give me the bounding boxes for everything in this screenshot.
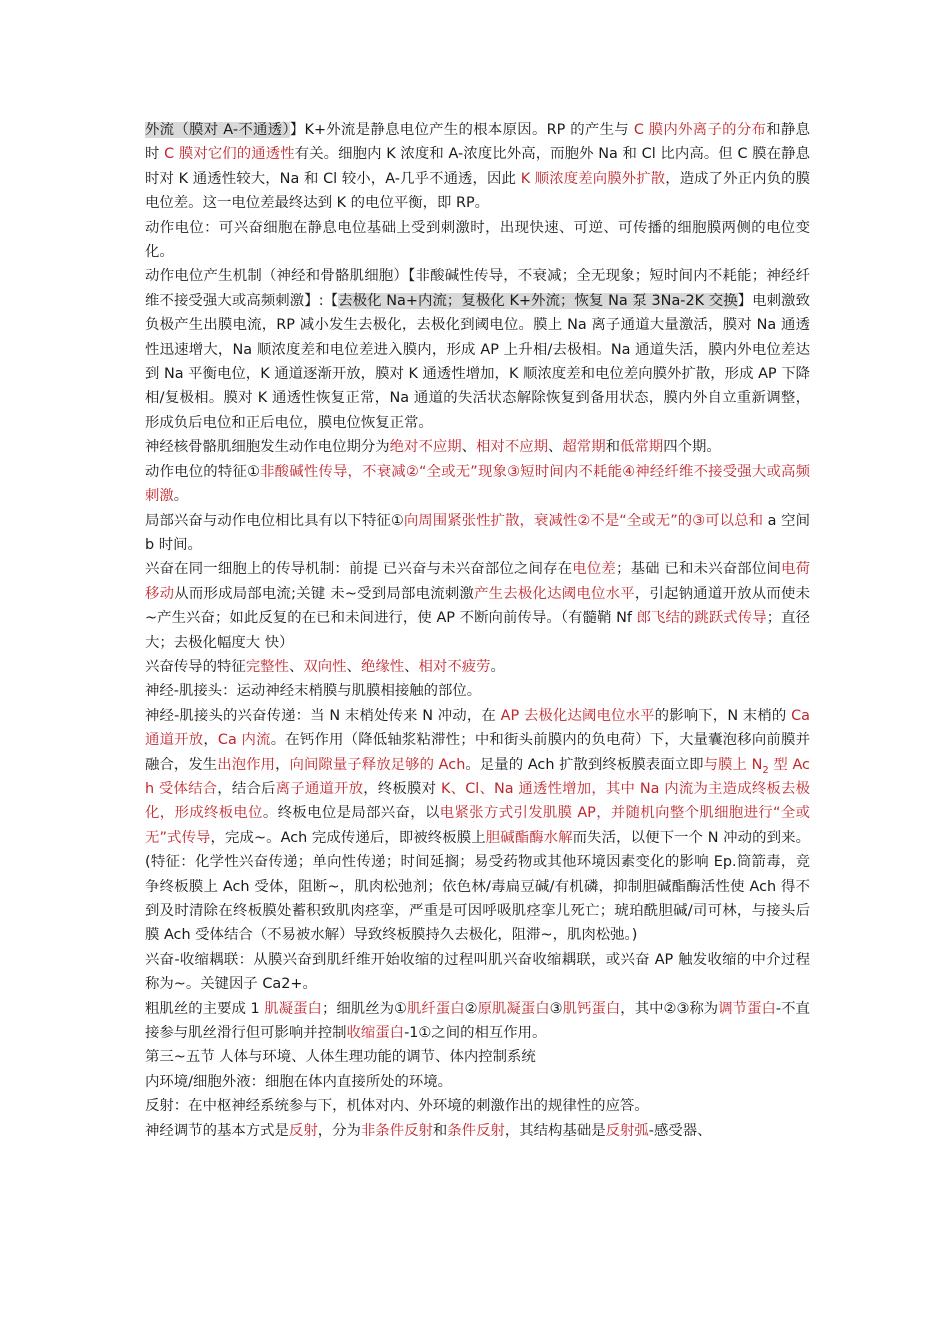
text-run: 。足量的 Ach 扩散到终板膜表面立即 <box>465 756 704 773</box>
text-run: 从而形成局部电流;关键 未~受到局部电流刺激 <box>174 585 475 602</box>
text-run: 反射：在中枢神经系统参与下，机体对内、外环境的刺激作出的规律性的应答。 <box>145 1098 649 1115</box>
text-run: 。终板电位是局部兴奋，以 <box>262 805 440 822</box>
text-run: ，其中②③称为 <box>620 1000 719 1017</box>
highlighted-term: 超常期 <box>562 439 606 456</box>
text-run: 内环境/细胞外液：细胞在体内直接所处的环境。 <box>145 1073 453 1090</box>
text-run: 动作电位：可兴奋细胞在静息电位基础上受到刺激时，出现快速、可逆、可传播的细胞膜两侧的电位变化。 <box>145 219 810 261</box>
paragraph <box>145 460 810 509</box>
highlighted-term: 非酸碱性传导，不衰减②“全或无”现象③短时间内不耗能④神经纤维不接受强大或高频刺激 <box>145 463 810 505</box>
text-run: ② <box>464 1000 478 1017</box>
highlighted-term: 双向性 <box>303 658 347 675</box>
text-run: ；直径大；去极化幅度大 快） <box>145 610 810 651</box>
highlighted-term: 反射 <box>288 1122 318 1139</box>
highlighted-term: 出泡作用 <box>217 756 276 773</box>
text-run: 有关。细胞内 K 浓度和 A-浓度比外高，而胞外 Na 和 Cl 比内高。但 C 膜在静息时对 K 通透性较大，Na 和 Cl 较小，A-几乎不通透，因此 <box>145 146 810 187</box>
highlighted-term: K 顺浓度差向膜外扩散 <box>520 170 666 187</box>
paragraph <box>145 1070 810 1094</box>
paragraph <box>145 216 810 265</box>
text-run: 的影响下，N 末梢的 <box>654 707 792 724</box>
paragraph <box>145 509 810 558</box>
highlighted-term: 肌纤蛋白 <box>406 1000 465 1017</box>
text-run: 动作电位产生机制（神经和骨骼肌细胞）【非酸碱性传导，不衰减；全无现象；短时间内不耗能；神经纤维不接受强大或高频刺激】:【 <box>145 268 810 309</box>
text-run: 。在钙作用（降低轴浆粘滞性；中和街头前膜内的负电荷）下，大量囊泡移向前膜并融合，发生 <box>145 732 810 773</box>
text-run: 和静息时 <box>145 122 810 163</box>
text-run: 神经调节的基本方式是 <box>145 1122 289 1139</box>
highlighted-term: 相对不疲劳 <box>418 658 491 675</box>
text-run: 神经-肌接头：运动神经末梢膜与肌膜相接触的部位。 <box>145 683 482 700</box>
shaded-text: 外流（膜对 A-不通透） <box>145 122 290 138</box>
text-run: ， <box>275 756 290 773</box>
highlighted-term: 绝对不应期 <box>389 439 462 456</box>
highlighted-term: 调节蛋白 <box>718 1000 776 1017</box>
highlighted-term: 低常期 <box>620 439 664 456</box>
text-run: 神经核骨骼肌细胞发生动作电位期分为 <box>145 439 390 456</box>
text-run: 而失活，以便下一个 N 冲动的到来。(特征：化学性兴奋传递；单向性传递；时间延搁；易受药物或其他环境因素变化的影响 Ep.筒箭毒，竞争终板膜上 Ach 受体，阻断~，肌肉松弛剂；依色林/毒扁豆碱/有机磷，抑制胆碱酯酶活性使 Ach 得不到及时清除在终板膜处蓄积致肌肉痉挛，严重是可因呼吸肌痉挛儿死亡；琥珀酰胆碱/司可林，与接头后膜 Ach 受体结合（不易被水解）导致终板膜持久去极化，阻滞~，肌肉松弛。) <box>145 829 810 944</box>
text-run: ，完成~。Ach 完成传递后，即被终板膜上 <box>210 829 486 846</box>
highlighted-term: 2 <box>762 764 769 776</box>
text-run: -不直接参与肌丝滑行但可影响并控制 <box>145 1000 810 1042</box>
highlighted-term: 与膜上 N <box>703 756 763 773</box>
text-run: 四个期。 <box>663 439 721 456</box>
text-run: 、 <box>461 439 477 456</box>
text-run: a 空间 b 时间。 <box>145 512 810 553</box>
highlighted-term: 电位差 <box>572 561 616 578</box>
paragraph <box>145 704 810 948</box>
text-run: 、 <box>288 658 304 675</box>
text-run: 兴奋传导的特征 <box>145 658 246 675</box>
text-run: ， <box>203 732 218 749</box>
highlighted-term: 反射弧 <box>605 1122 649 1139</box>
highlighted-term: C 膜内外离子的分布 <box>633 122 767 138</box>
paragraph <box>145 118 810 216</box>
paragraph <box>145 679 810 703</box>
highlighted-term: 非条件反射 <box>360 1122 433 1139</box>
highlighted-term: 型 Ach 受体结合 <box>145 756 810 797</box>
highlighted-term: 胆碱酯酶水解 <box>485 829 573 846</box>
paragraph <box>145 655 810 679</box>
highlighted-term: 条件反射 <box>447 1122 505 1139</box>
text-run: ，造成了外正内负的膜电位差。这一电位差最终达到 K 的电位平衡，即 RP。 <box>145 170 810 212</box>
paragraph <box>145 557 810 655</box>
highlighted-term: 原肌凝蛋白 <box>477 1000 550 1017</box>
paragraph <box>145 1119 810 1143</box>
text-run: ；基础 已和未兴奋部位间 <box>616 561 782 578</box>
paragraph <box>145 1094 810 1118</box>
text-run: 动作电位的特征① <box>145 463 261 480</box>
text-run: 、 <box>548 439 563 456</box>
text-run: -感受器、 <box>648 1122 712 1139</box>
text-run: ，终板膜对 <box>363 780 441 797</box>
highlighted-term: AP 去极化达阈电位水平 <box>500 707 655 724</box>
text-run: 粗肌丝的主要成 1 <box>145 1000 265 1017</box>
highlighted-term: 完整性 <box>245 658 289 675</box>
highlighted-term: 电紧张方式引发肌膜 AP，并随机向整个肌细胞进行“全或无”式传导 <box>145 805 810 846</box>
highlighted-term: 产生去极化达阈电位水平 <box>474 585 635 602</box>
highlighted-term: 向周围紧张性扩散，衰减性②不是“全或无”的③可以总和 <box>403 512 764 529</box>
text-run: 和 <box>605 439 620 456</box>
paragraph <box>145 435 810 459</box>
text-run: ，其结构基础是 <box>504 1122 606 1139</box>
text-run: 、 <box>404 658 419 675</box>
highlighted-term: 收缩蛋白 <box>346 1025 405 1042</box>
highlighted-term: 肌凝蛋白 <box>264 1000 322 1017</box>
highlighted-term: C 膜对它们的通透性 <box>164 146 295 163</box>
text-run: 】K+外流是静息电位产生的根本原因。RP 的产生与 <box>289 122 634 138</box>
highlighted-term: Ca 内流 <box>217 732 271 749</box>
text-run: 神经-肌接头的兴奋传递：当 N 末梢处传来 N 冲动，在 <box>145 707 501 724</box>
document-body <box>145 118 810 1143</box>
highlighted-term: 向间隙量子释放足够的 Ach <box>289 756 466 773</box>
paragraph <box>145 1045 810 1069</box>
paragraph <box>145 948 810 997</box>
text-run: -1①之间的相互作用。 <box>404 1025 547 1042</box>
highlighted-term: 离子通道开放 <box>275 780 364 797</box>
text-run: ，结合后 <box>217 780 276 797</box>
highlighted-term: 相对不应期 <box>476 439 548 456</box>
paragraph <box>145 264 810 435</box>
shaded-text: 去极化 Na+内流；复极化 K+外流；恢复 Na 泵 3Na-2K 交换 <box>338 292 738 309</box>
highlighted-term: 绝缘性 <box>360 658 405 675</box>
text-run: 兴奋在同一细胞上的传导机制：前提 已兴奋与未兴奋部位之间存在 <box>145 561 573 578</box>
text-run: ，引起钠通道开放从而使未~产生兴奋；如此反复的在已和未间进行，使 AP 不断向前传导。（有髓鞘 Nf <box>145 585 810 627</box>
text-run: 局部兴奋与动作电位相比具有以下特征① <box>145 512 404 529</box>
text-run: 和 <box>432 1122 448 1139</box>
text-run: ③ <box>549 1000 563 1017</box>
text-run: 第三~五节 人体与环境、人体生理功能的调节、体内控制系统 <box>145 1049 536 1066</box>
text-run: ；细肌丝为① <box>321 1000 407 1017</box>
text-run: ，分为 <box>317 1122 361 1139</box>
text-run: 。 <box>490 658 505 675</box>
highlighted-term: 电荷移动 <box>145 561 810 602</box>
highlighted-term: Ca 通道开放 <box>145 707 810 749</box>
text-run: 、 <box>346 658 361 675</box>
text-run: 兴奋-收缩耦联：从膜兴奋到肌纤维开始收缩的过程叫肌兴奋收缩耦联，或兴奋 AP 触发收缩的中介过程称为~。关键因子 Ca2+。 <box>145 951 810 993</box>
highlighted-term: K、Cl、Na 通透性增加，其中 Na 内流为主造成终板去极化，形成终板电位 <box>145 780 810 822</box>
paragraph <box>145 997 810 1046</box>
text-run: 】电刺激致负极产生出膜电流，RP 减小发生去极化，去极化到阈电位。膜上 Na 离子通道大量激活，膜对 Na 通透性迅速增大，Na 顺浓度差和电位差进入膜内，形成 AP 上升相/去极相。Na 通道失活，膜内外电位差达到 Na 平衡电位，K 通道逐渐开放，膜对 K 通透性增加，K 顺浓度差和电位差向膜外扩散，形成 AP 下降相/复极相。膜对 K 通透性恢复正常，Na 通道的失活状态解除恢复到备用状态，膜内外自立重新调整，形成负后电位和正后电位，膜电位恢复正常。 <box>145 292 810 431</box>
highlighted-term: 肌钙蛋白 <box>562 1000 621 1017</box>
highlighted-term: 郎飞结的跳跃式传导 <box>636 610 767 627</box>
text-run: 。 <box>173 488 189 505</box>
